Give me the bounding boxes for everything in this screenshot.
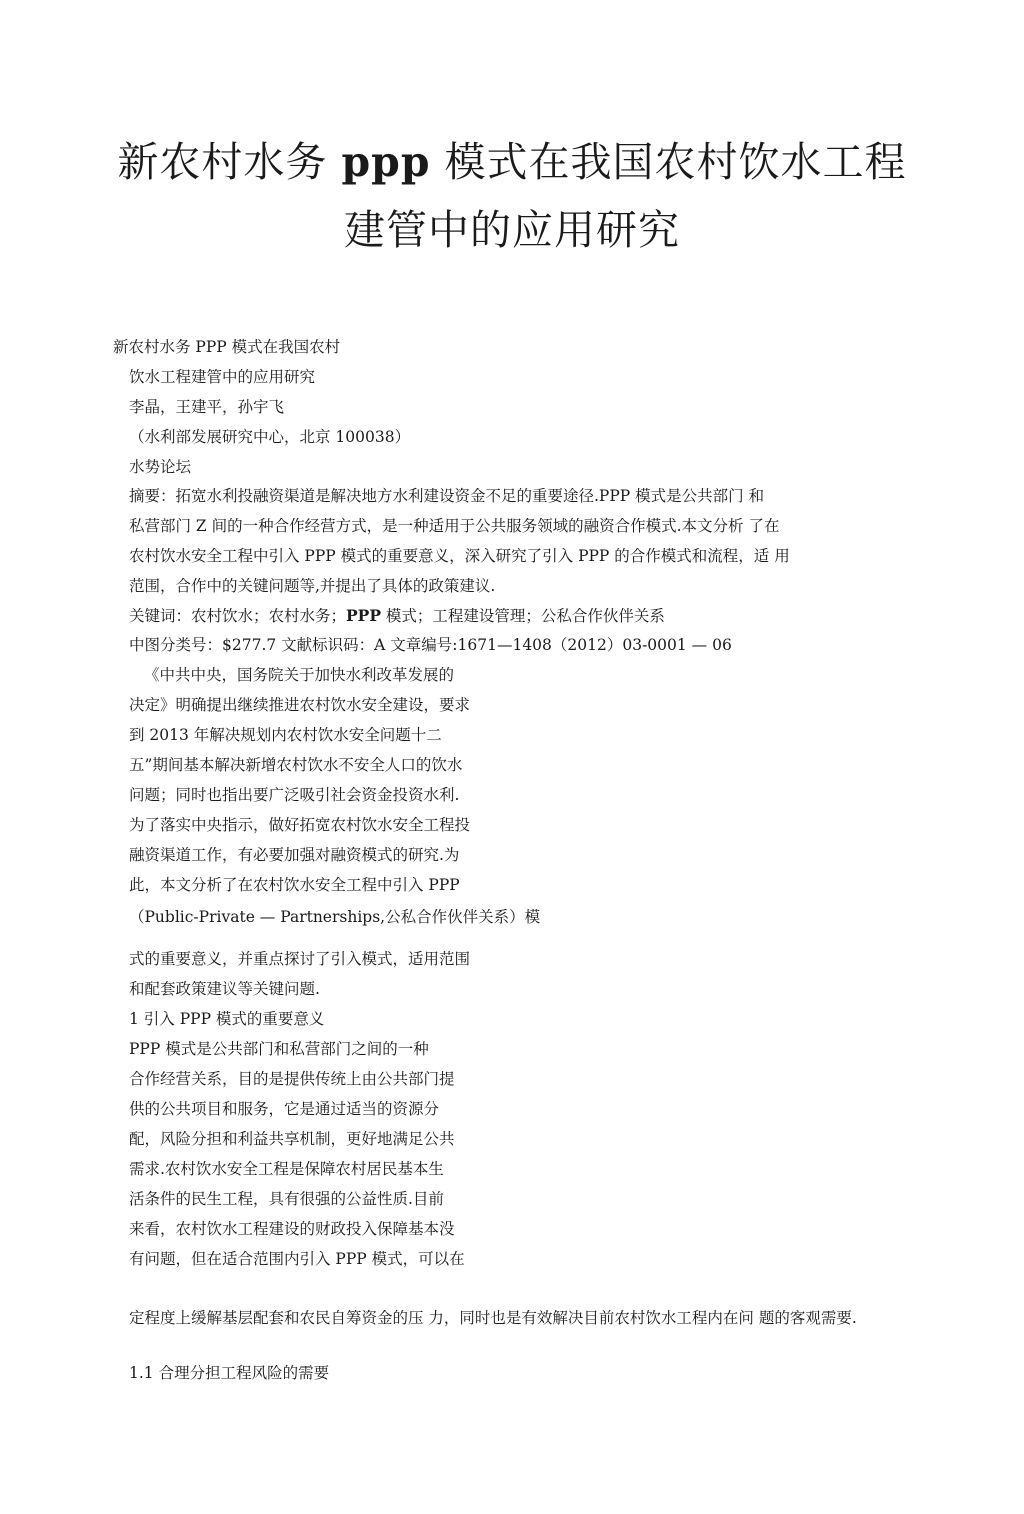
body-line: 五”期间基本解决新增农村饮水不安全人口的饮水	[129, 756, 463, 774]
body-line: 来看，农村饮水工程建设的财政投入保障基本没	[129, 1220, 455, 1238]
section-heading-1-1: 1.1 合理分担工程风险的需要	[129, 1364, 330, 1382]
body-line: 到 2013 年解决规划内农村饮水安全问题十二	[129, 726, 442, 744]
abstract-line-2: 私营部门 Z 间的一种合作经营方式，是一种适用于公共服务领域的融资合作模式.本文分析 了在	[129, 517, 780, 535]
article-heading-line-1: 新农村水务 PPP 模式在我国农村	[113, 338, 341, 356]
body-line: 合作经营关系，目的是提供传统上由公共部门提	[129, 1070, 455, 1088]
body-line: PPP 模式是公共部门和私营部门之间的一种	[129, 1040, 429, 1058]
article-heading-line-2: 饮水工程建管中的应用研究	[129, 368, 316, 386]
abstract-line-4: 范围，合作中的关键问题等,并提出了具体的政策建议.	[129, 577, 496, 595]
affiliation: （水利部发展研究中心，北京 100038）	[129, 428, 411, 446]
body-line: 和配套政策建议等关键问题.	[129, 980, 320, 998]
body-line: 配，风险分担和利益共享机制，更好地满足公共	[129, 1130, 455, 1148]
title-text-pre: 新农村水务	[117, 138, 342, 186]
document-title-line-1	[0, 132, 1024, 192]
keywords-bold: PPP	[346, 606, 381, 625]
authors: 李晶，王建平，孙宇飞	[129, 398, 285, 416]
body-line: 供的公共项目和服务，它是通过适当的资源分	[129, 1100, 440, 1118]
column-name: 水势论坛	[129, 458, 192, 476]
body-line: 融资渠道工作，有必要加强对融资模式的研究.为	[129, 846, 460, 864]
closing-paragraph	[113, 1308, 913, 1328]
body-line: 问题；同时也指出要广泛吸引社会资金投资水利.	[129, 786, 460, 804]
document-title-line-2: 建管中的应用研究	[344, 206, 680, 254]
body-line: 式的重要意义，并重点探讨了引入模式，适用范围	[129, 950, 471, 968]
body-line: （Public-Private — Partnerships,公私合作伙伴关系）模	[129, 908, 541, 926]
classification-line: 中图分类号：$277.7 文献标识码：A 文章编号:1671—1408（2012）03-0001 — 06	[129, 636, 732, 654]
body-line: 需求.农村饮水安全工程是保障农村居民基本生	[129, 1160, 444, 1178]
body-line: 此，本文分析了在农村饮水安全工程中引入 PPP	[129, 876, 460, 894]
body-line: 活条件的民生工程，具有很强的公益性质.目前	[129, 1190, 444, 1208]
body-line: 《中共中央，国务院关于加快水利改革发展的	[144, 666, 455, 684]
title-text-bold: ppp	[341, 138, 431, 186]
section-heading-1: 1 引入 PPP 模式的重要意义	[129, 1010, 325, 1028]
abstract-line-1: 摘要：拓宽水利投融资渠道是解决地方水利建设资金不足的重要途径.PPP 模式是公共部门 和	[129, 487, 765, 505]
title-text-post: 模式在我国农村饮水工程	[430, 138, 907, 186]
keywords	[129, 605, 665, 627]
body-line: 为了落实中央指示，做好拓宽农村饮水安全工程投	[129, 816, 471, 834]
body-line: 有问题，但在适合范围内引入 PPP 模式，可以在	[129, 1250, 465, 1268]
keywords-post: 模式；工程建设管理；公私合作伙伴关系	[380, 607, 665, 625]
closing-paragraph-text: 定程度上缓解基层配套和农民自筹资金的压 力，同时也是有效解决目前农村饮水工程内在问 题的客观需要.	[129, 1309, 857, 1327]
keywords-pre: 关键词：农村饮水；农村水务；	[129, 607, 347, 625]
body-line: 决定》明确提出继续推进农村饮水安全建设，要求	[129, 696, 471, 714]
abstract-line-3: 农村饮水安全工程中引入 PPP 模式的重要意义，深入研究了引入 PPP 的合作模式和流程，适 用	[129, 547, 790, 565]
